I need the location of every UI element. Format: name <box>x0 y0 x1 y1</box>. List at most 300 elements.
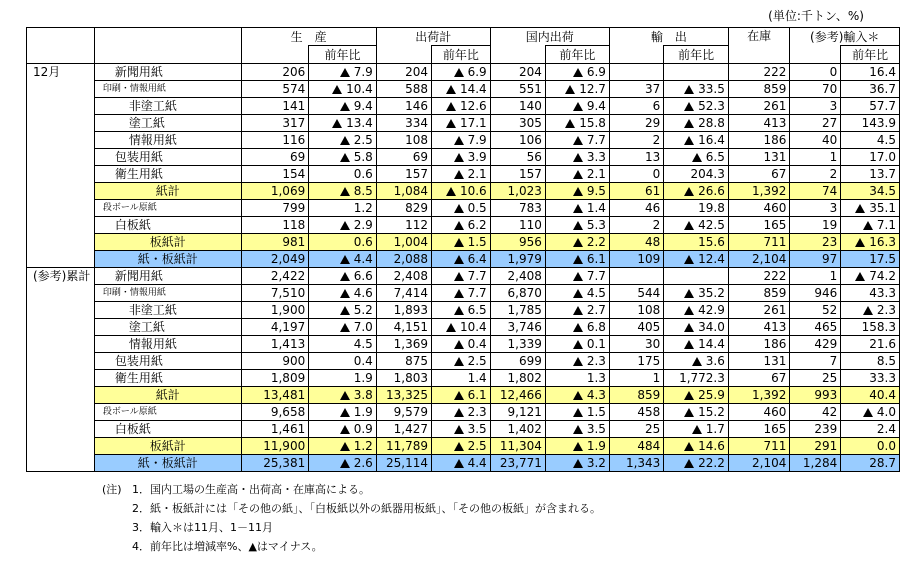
cell: 875 <box>376 353 431 370</box>
minus-triangle-icon <box>684 119 694 128</box>
cell: 15.8 <box>545 115 609 132</box>
minus-triangle-icon <box>855 238 865 247</box>
cell: 3.5 <box>545 421 609 438</box>
minus-triangle-icon <box>573 102 583 111</box>
minus-triangle-icon <box>340 442 350 451</box>
minus-triangle-icon <box>454 272 464 281</box>
cell: 61 <box>609 183 663 200</box>
cell: 6.9 <box>545 64 609 81</box>
cell: 40.4 <box>841 387 900 404</box>
minus-triangle-icon <box>340 425 350 434</box>
cell: 1,427 <box>376 421 431 438</box>
row-label: 紙・板紙計 <box>94 251 241 268</box>
cell: 2.3 <box>545 353 609 370</box>
minus-triangle-icon <box>454 289 464 298</box>
minus-triangle-icon <box>573 204 583 213</box>
cell: 157 <box>376 166 431 183</box>
cell: 34.0 <box>664 319 729 336</box>
cell: 6.1 <box>432 387 491 404</box>
cell: 2 <box>609 217 663 234</box>
cell: 30 <box>609 336 663 353</box>
notes <box>102 480 601 556</box>
cell: 1,900 <box>241 302 309 319</box>
cell: 9.5 <box>545 183 609 200</box>
cell: 1,392 <box>728 387 790 404</box>
minus-triangle-icon <box>573 238 583 247</box>
row-label: 非塗工紙 <box>94 302 241 319</box>
cell: 799 <box>241 200 309 217</box>
cell: 9,121 <box>490 404 545 421</box>
cell: 1.4 <box>432 370 491 387</box>
cell: 1.5 <box>432 234 491 251</box>
cell: 4.5 <box>545 285 609 302</box>
minus-triangle-icon <box>340 255 350 264</box>
minus-triangle-icon <box>573 272 583 281</box>
cell: 11,789 <box>376 438 431 455</box>
minus-triangle-icon <box>863 306 873 315</box>
table-row <box>27 183 900 200</box>
cell: 25.9 <box>664 387 729 404</box>
cell: 3 <box>790 200 841 217</box>
cell <box>609 268 663 285</box>
cell: 6.5 <box>432 302 491 319</box>
minus-triangle-icon <box>692 153 702 162</box>
notes-label: (注) <box>102 483 122 496</box>
cell: 5.2 <box>309 302 377 319</box>
cell: 1,343 <box>609 455 663 472</box>
note-line: 1．国内工場の生産高・出荷高・在庫高による。 <box>132 483 370 496</box>
paper-statistics-table <box>26 27 900 472</box>
cell: 405 <box>609 319 663 336</box>
cell: 17.0 <box>841 149 900 166</box>
cell: 7.7 <box>432 285 491 302</box>
table-row <box>27 81 900 98</box>
row-label: 紙計 <box>94 183 241 200</box>
row-label: 白板紙 <box>94 217 241 234</box>
cell: 42.9 <box>664 302 729 319</box>
cell: 334 <box>376 115 431 132</box>
cell: 0.6 <box>309 234 377 251</box>
minus-triangle-icon <box>684 187 694 196</box>
cell: 2,104 <box>728 251 790 268</box>
cell: 141 <box>241 98 309 115</box>
cell: 110 <box>490 217 545 234</box>
cell: 14.4 <box>664 336 729 353</box>
cell: 74 <box>790 183 841 200</box>
cell: 27 <box>790 115 841 132</box>
table-row <box>27 387 900 404</box>
cell: 6.1 <box>545 251 609 268</box>
cell: 2.4 <box>841 421 900 438</box>
minus-triangle-icon <box>684 102 694 111</box>
cell: 1.2 <box>309 200 377 217</box>
cell: 8.5 <box>309 183 377 200</box>
cell: 261 <box>728 302 790 319</box>
cell: 112 <box>376 217 431 234</box>
cell: 16.3 <box>841 234 900 251</box>
cell: 711 <box>728 234 790 251</box>
minus-triangle-icon <box>863 221 873 230</box>
cell: 13,325 <box>376 387 431 404</box>
minus-triangle-icon <box>454 408 464 417</box>
cell: 11,900 <box>241 438 309 455</box>
cell: 2,104 <box>728 455 790 472</box>
cell: 2 <box>790 166 841 183</box>
cell: 16.4 <box>841 64 900 81</box>
cell: 1,369 <box>376 336 431 353</box>
cell: 4.4 <box>309 251 377 268</box>
table-row <box>27 149 900 166</box>
cell: 465 <box>790 319 841 336</box>
cell: 36.7 <box>841 81 900 98</box>
minus-triangle-icon <box>684 255 694 264</box>
header-production-yoy: 前年比 <box>309 46 377 64</box>
row-label: 板紙計 <box>94 438 241 455</box>
cell: 42 <box>790 404 841 421</box>
cell: 13 <box>609 149 663 166</box>
cell: 1,979 <box>490 251 545 268</box>
cell: 74.2 <box>841 268 900 285</box>
minus-triangle-icon <box>855 272 865 281</box>
cell: 1,023 <box>490 183 545 200</box>
header-period <box>27 28 95 64</box>
cell: 25,114 <box>376 455 431 472</box>
cell: 3,746 <box>490 319 545 336</box>
cell: 23,771 <box>490 455 545 472</box>
minus-triangle-icon <box>855 204 865 213</box>
cell: 9,579 <box>376 404 431 421</box>
cell: 2.5 <box>309 132 377 149</box>
cell: 2.9 <box>309 217 377 234</box>
cell: 7 <box>790 353 841 370</box>
row-label: 衛生用紙 <box>94 370 241 387</box>
minus-triangle-icon <box>573 306 583 315</box>
cell: 1,069 <box>241 183 309 200</box>
cell: 204 <box>490 64 545 81</box>
table-row <box>27 234 900 251</box>
cell: 1,084 <box>376 183 431 200</box>
cell: 2.5 <box>432 353 491 370</box>
cell: 1,785 <box>490 302 545 319</box>
cell: 2.2 <box>545 234 609 251</box>
minus-triangle-icon <box>573 391 583 400</box>
cell: 2,049 <box>241 251 309 268</box>
cell: 1,809 <box>241 370 309 387</box>
cell: 16.4 <box>664 132 729 149</box>
cell: 956 <box>490 234 545 251</box>
cell: 9.4 <box>545 98 609 115</box>
cell: 33.3 <box>841 370 900 387</box>
cell: 13.7 <box>841 166 900 183</box>
cell: 206 <box>241 64 309 81</box>
header-production: 生 産 <box>241 28 376 46</box>
cell: 2.7 <box>545 302 609 319</box>
cell: 17.5 <box>841 251 900 268</box>
cell: 131 <box>728 353 790 370</box>
cell: 2.5 <box>432 438 491 455</box>
minus-triangle-icon <box>573 459 583 468</box>
minus-triangle-icon <box>454 153 464 162</box>
cell: 6.2 <box>432 217 491 234</box>
table-row <box>27 404 900 421</box>
cell: 28.7 <box>841 455 900 472</box>
cell: 97 <box>790 251 841 268</box>
cell: 7.9 <box>309 64 377 81</box>
row-label: 段ボール原紙 <box>94 404 241 421</box>
cell: 109 <box>609 251 663 268</box>
cell: 67 <box>728 370 790 387</box>
cell: 28.8 <box>664 115 729 132</box>
cell: 42.5 <box>664 217 729 234</box>
cell: 859 <box>728 285 790 302</box>
cell: 26.6 <box>664 183 729 200</box>
minus-triangle-icon <box>446 323 456 332</box>
cell: 108 <box>376 132 431 149</box>
cell: 0.1 <box>545 336 609 353</box>
minus-triangle-icon <box>340 459 350 468</box>
cell: 5.8 <box>309 149 377 166</box>
cell: 222 <box>728 268 790 285</box>
minus-triangle-icon <box>684 306 694 315</box>
minus-triangle-icon <box>454 357 464 366</box>
table-row <box>27 200 900 217</box>
note-line: 2．紙・板紙計には「その他の紙」、「白板紙以外の紙器用板紙」、「その他の板紙」が含まれる。 <box>132 502 601 515</box>
row-label: 新聞用紙 <box>94 268 241 285</box>
minus-triangle-icon <box>454 68 464 77</box>
cell: 1 <box>790 268 841 285</box>
cell: 33.5 <box>664 81 729 98</box>
cell: 3.2 <box>545 455 609 472</box>
cell: 291 <box>790 438 841 455</box>
cell: 8.5 <box>841 353 900 370</box>
cell: 1,772.3 <box>664 370 729 387</box>
table-row <box>27 370 900 387</box>
note-line: 4．前年比は増減率%、▲はマイナス。 <box>132 540 323 553</box>
cell: 10.6 <box>432 183 491 200</box>
minus-triangle-icon <box>573 357 583 366</box>
minus-triangle-icon <box>573 340 583 349</box>
minus-triangle-icon <box>454 340 464 349</box>
cell: 23 <box>790 234 841 251</box>
header-imports: (参考)輸入＊ <box>790 28 900 46</box>
cell: 7.0 <box>309 319 377 336</box>
cell: 1,413 <box>241 336 309 353</box>
table-row <box>27 64 900 81</box>
minus-triangle-icon <box>454 221 464 230</box>
row-label: 紙・板紙計 <box>94 455 241 472</box>
cell: 1 <box>609 370 663 387</box>
cell: 69 <box>241 149 309 166</box>
minus-triangle-icon <box>684 340 694 349</box>
minus-triangle-icon <box>573 255 583 264</box>
cell: 588 <box>376 81 431 98</box>
cell: 118 <box>241 217 309 234</box>
minus-triangle-icon <box>454 442 464 451</box>
minus-triangle-icon <box>684 136 694 145</box>
cell: 4.3 <box>545 387 609 404</box>
minus-triangle-icon <box>573 187 583 196</box>
cell: 40 <box>790 132 841 149</box>
cell: 2,422 <box>241 268 309 285</box>
cell: 9.4 <box>309 98 377 115</box>
cell: 143.9 <box>841 115 900 132</box>
cell <box>664 64 729 81</box>
minus-triangle-icon <box>340 272 350 281</box>
cell: 7.1 <box>841 217 900 234</box>
cell: 3.6 <box>664 353 729 370</box>
cell: 106 <box>490 132 545 149</box>
cell: 7,510 <box>241 285 309 302</box>
cell: 1,802 <box>490 370 545 387</box>
cell: 146 <box>376 98 431 115</box>
cell: 0.0 <box>841 438 900 455</box>
cell: 900 <box>241 353 309 370</box>
cell: 12.7 <box>545 81 609 98</box>
minus-triangle-icon <box>684 221 694 230</box>
cell: 2,088 <box>376 251 431 268</box>
cell: 0.4 <box>432 336 491 353</box>
minus-triangle-icon <box>692 357 702 366</box>
table-row <box>27 166 900 183</box>
cell: 4,197 <box>241 319 309 336</box>
cell: 3.5 <box>432 421 491 438</box>
cell <box>609 64 663 81</box>
cell <box>664 268 729 285</box>
cell: 0 <box>790 64 841 81</box>
cell: 67 <box>728 166 790 183</box>
cell: 19 <box>790 217 841 234</box>
cell: 1,803 <box>376 370 431 387</box>
cell: 186 <box>728 132 790 149</box>
cell: 2,408 <box>490 268 545 285</box>
minus-triangle-icon <box>692 425 702 434</box>
cell: 34.5 <box>841 183 900 200</box>
cell: 2.6 <box>309 455 377 472</box>
cell: 56 <box>490 149 545 166</box>
minus-triangle-icon <box>573 170 583 179</box>
cell: 6.4 <box>432 251 491 268</box>
cell: 946 <box>790 285 841 302</box>
cell: 458 <box>609 404 663 421</box>
cell: 12.6 <box>432 98 491 115</box>
minus-triangle-icon <box>340 391 350 400</box>
cell: 484 <box>609 438 663 455</box>
cell: 859 <box>728 81 790 98</box>
minus-triangle-icon <box>446 187 456 196</box>
minus-triangle-icon <box>573 221 583 230</box>
cell: 7.7 <box>545 132 609 149</box>
header-domestic: 国内出荷 <box>490 28 609 46</box>
cell: 21.6 <box>841 336 900 353</box>
header-shipments-yoy: 前年比 <box>432 46 491 64</box>
minus-triangle-icon <box>573 323 583 332</box>
row-label: 塗工紙 <box>94 115 241 132</box>
cell: 14.4 <box>432 81 491 98</box>
table-row <box>27 115 900 132</box>
cell: 2.3 <box>432 404 491 421</box>
cell: 1,284 <box>790 455 841 472</box>
minus-triangle-icon <box>863 408 873 417</box>
cell: 1.9 <box>309 404 377 421</box>
minus-triangle-icon <box>454 459 464 468</box>
cell: 429 <box>790 336 841 353</box>
cell: 1.5 <box>545 404 609 421</box>
header-domestic-yoy: 前年比 <box>545 46 609 64</box>
cell: 22.2 <box>664 455 729 472</box>
row-label: 印刷・情報用紙 <box>94 81 241 98</box>
cell: 43.3 <box>841 285 900 302</box>
cell: 6.8 <box>545 319 609 336</box>
row-label: 板紙計 <box>94 234 241 251</box>
cell: 204.3 <box>664 166 729 183</box>
cell: 1,004 <box>376 234 431 251</box>
cell: 4.0 <box>841 404 900 421</box>
cell: 1,402 <box>490 421 545 438</box>
table-row <box>27 268 900 285</box>
cell: 10.4 <box>309 81 377 98</box>
cell: 3.3 <box>545 149 609 166</box>
minus-triangle-icon <box>446 85 456 94</box>
table-row <box>27 438 900 455</box>
minus-triangle-icon <box>454 425 464 434</box>
cell: 4.4 <box>432 455 491 472</box>
table-row <box>27 455 900 472</box>
table-row <box>27 302 900 319</box>
cell: 0.4 <box>309 353 377 370</box>
row-label: 情報用紙 <box>94 132 241 149</box>
header-imports-blank <box>790 46 841 64</box>
row-label: 包装用紙 <box>94 353 241 370</box>
minus-triangle-icon <box>340 221 350 230</box>
cell: 1.2 <box>309 438 377 455</box>
minus-triangle-icon <box>573 68 583 77</box>
minus-triangle-icon <box>573 442 583 451</box>
minus-triangle-icon <box>332 85 342 94</box>
cell: 993 <box>790 387 841 404</box>
cell: 12.4 <box>664 251 729 268</box>
cell: 10.4 <box>432 319 491 336</box>
minus-triangle-icon <box>454 391 464 400</box>
cell: 25 <box>790 370 841 387</box>
cell: 413 <box>728 115 790 132</box>
cell: 4.6 <box>309 285 377 302</box>
minus-triangle-icon <box>684 85 694 94</box>
cell: 413 <box>728 319 790 336</box>
header-production-blank <box>241 46 309 64</box>
cell: 12,466 <box>490 387 545 404</box>
cell: 140 <box>490 98 545 115</box>
cell: 859 <box>609 387 663 404</box>
minus-triangle-icon <box>340 102 350 111</box>
cell: 48 <box>609 234 663 251</box>
minus-triangle-icon <box>340 153 350 162</box>
cell: 158.3 <box>841 319 900 336</box>
cell: 699 <box>490 353 545 370</box>
cell: 7,414 <box>376 285 431 302</box>
cell: 2 <box>609 132 663 149</box>
header-imports-yoy: 前年比 <box>841 46 900 64</box>
minus-triangle-icon <box>454 255 464 264</box>
cell: 711 <box>728 438 790 455</box>
cell: 5.3 <box>545 217 609 234</box>
cell: 1 <box>790 149 841 166</box>
row-label: 塗工紙 <box>94 319 241 336</box>
minus-triangle-icon <box>684 323 694 332</box>
cell: 1.9 <box>309 370 377 387</box>
minus-triangle-icon <box>684 408 694 417</box>
cell: 108 <box>609 302 663 319</box>
cell: 9,658 <box>241 404 309 421</box>
